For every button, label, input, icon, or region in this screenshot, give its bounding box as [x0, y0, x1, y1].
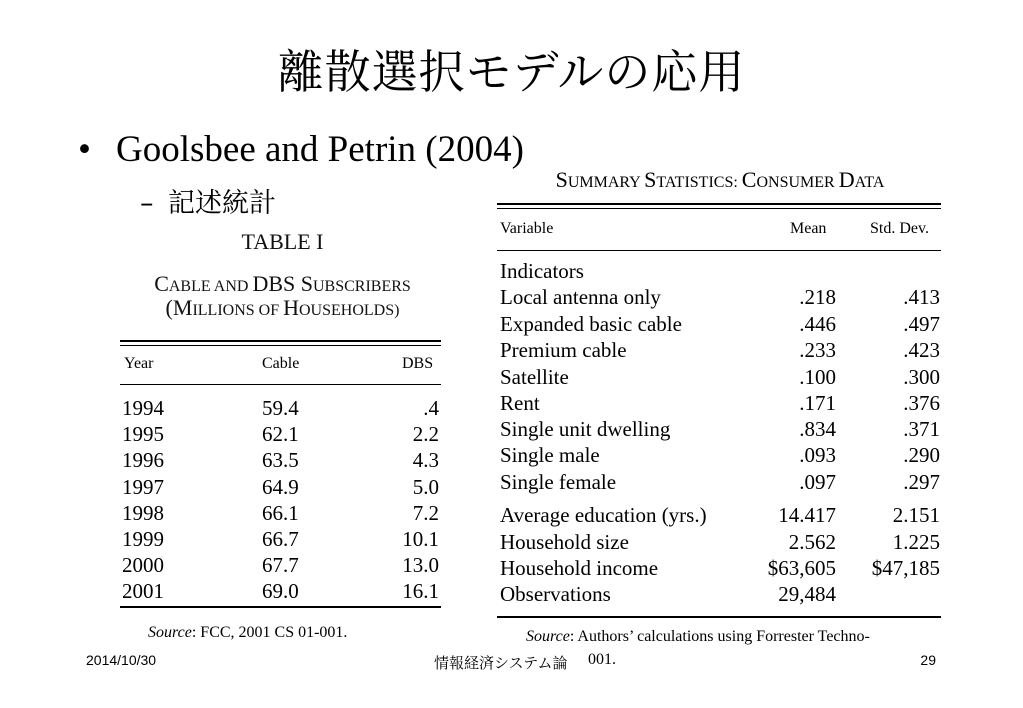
table2-top-rule-2 [497, 208, 941, 209]
table-row: Local antenna only .218 .413 [500, 285, 940, 309]
table-row: Premium cable .233 .423 [500, 338, 940, 362]
table-row: 1994 59.4 .4 [122, 396, 439, 420]
table-row: 2001 69.0 16.1 [122, 579, 439, 603]
table2-group-label: Indicators [500, 259, 584, 283]
table-row: Single female .097 .297 [500, 470, 940, 494]
slide-title: 離散選択モデルの応用 [277, 45, 746, 99]
table-row: Satellite .100 .300 [500, 365, 940, 389]
table1-top-rule [120, 340, 441, 342]
table1-source: Source: FCC, 2001 CS 01-001. [148, 624, 348, 641]
table2-header-mean: Mean [790, 220, 827, 237]
table2-source-continued: 001. [588, 651, 616, 668]
sub-bullet [140, 181, 276, 220]
table-row: Single unit dwelling .834 .371 [500, 417, 940, 441]
table1-title: CABLE AND DBS SUBSCRIBERS [154, 271, 411, 296]
table1-header-year: Year [124, 355, 154, 372]
table2-header-rule [497, 250, 941, 251]
footer-course-title: 情報経済システム論 [434, 654, 568, 672]
table2-title: SUMMARY STATISTICS: CONSUMER DATA [555, 167, 885, 192]
table-row: Household income $63,605 $47,185 [500, 556, 940, 580]
table-row: 1998 66.1 7.2 [122, 501, 439, 525]
table-row: Observations 29,484 [500, 582, 836, 606]
table1-top-rule-2 [120, 345, 441, 346]
table-row: Household size 2.562 1.225 [500, 530, 940, 554]
table1-header-cable: Cable [262, 355, 300, 372]
table2-source: Source: Authors’ calculations using Forrester Techno- [526, 628, 870, 645]
table-row: Single male .093 .290 [500, 443, 940, 467]
table2-bottom-rule [497, 616, 941, 618]
table1-bottom-rule [120, 606, 441, 608]
table1-header-dbs: DBS [402, 355, 434, 372]
table1-subtitle: (MILLIONS OF HOUSEHOLDS) [165, 295, 400, 320]
table-row: 1996 63.5 4.3 [122, 448, 439, 472]
table1-header-rule [120, 384, 441, 385]
bullet-citation [78, 128, 524, 171]
table-row: 1999 66.7 10.1 [122, 527, 439, 551]
table-row: Rent .171 .376 [500, 391, 940, 415]
footer-page-number: 29 [920, 652, 936, 668]
footer-date: 2014/10/30 [86, 652, 157, 668]
table1-number: TABLE I [241, 229, 324, 254]
sub-bullet-dash: – [140, 188, 154, 219]
table-row: Average education (yrs.) 14.417 2.151 [500, 503, 940, 527]
table-row: 1997 64.9 5.0 [122, 475, 439, 499]
table2-header-variable: Variable [500, 220, 554, 237]
table-row: Expanded basic cable .446 .497 [500, 312, 940, 336]
table2-header-sd: Std. Dev. [870, 220, 929, 237]
bullet-dot: • [78, 129, 91, 170]
table-row: 1995 62.1 2.2 [122, 422, 439, 446]
sub-bullet-text: 記述統計 [168, 188, 276, 219]
table2-top-rule [497, 203, 941, 205]
bullet-text: Goolsbee and Petrin (2004) [116, 129, 524, 170]
table-row: 2000 67.7 13.0 [122, 553, 439, 577]
